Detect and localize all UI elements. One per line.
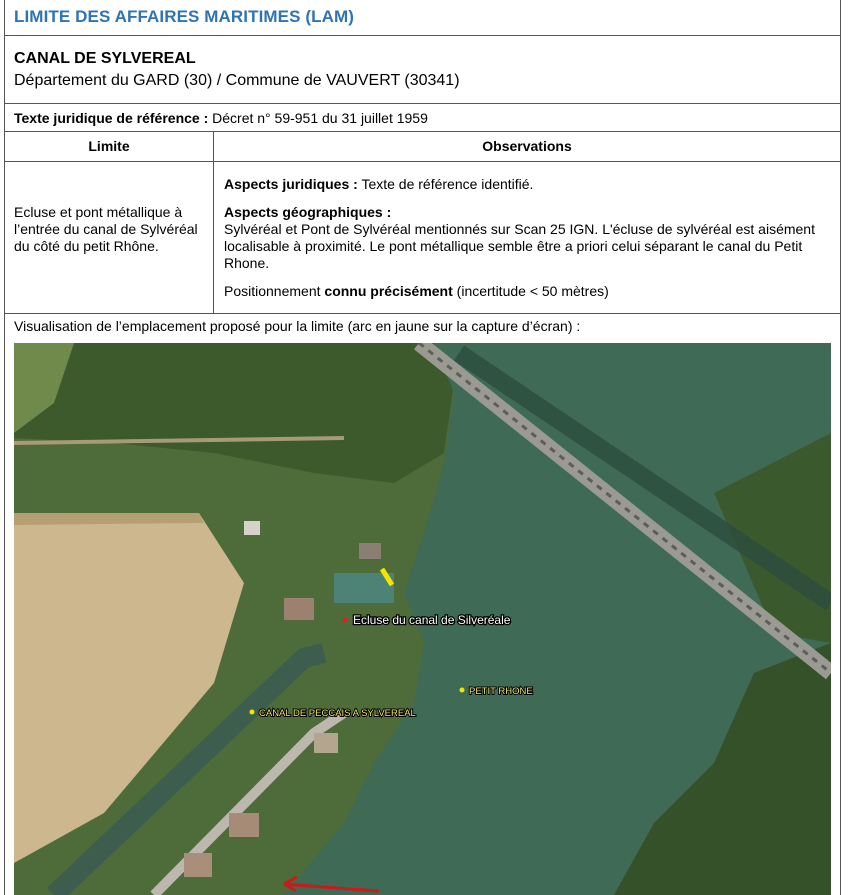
- column-header-observations: Observations: [482, 138, 572, 154]
- map-building-4: [184, 853, 212, 877]
- map-point-ecluse: [343, 618, 348, 623]
- aerial-map-image: [14, 343, 831, 895]
- visualisation-row: [5, 314, 840, 895]
- observations-cell: [214, 162, 840, 313]
- map-label-canal: CANAL DE PECCAIS A SYLVEREAL: [259, 708, 416, 719]
- map-building-1: [284, 598, 314, 620]
- map-building-3: [229, 813, 259, 837]
- lam-document: [4, 0, 841, 895]
- map-point-canal: [250, 710, 255, 715]
- map-building-5: [244, 521, 260, 535]
- map-building-2: [314, 733, 338, 753]
- visualisation-caption: Visualisation de l’emplacement proposé pour la limite (arc en jaune sur la capture d’écran) :: [14, 318, 581, 334]
- map-label-petit-rhone: PETIT RHONE: [469, 686, 533, 697]
- juridiques-label: Aspects juridiques :: [224, 176, 358, 192]
- legal-label: Texte juridique de référence :: [14, 110, 209, 126]
- aspects-juridiques: [224, 176, 824, 193]
- legal-row: [5, 104, 840, 132]
- map-building-lock: [359, 543, 381, 559]
- map-label-ecluse: Ecluse du canal de Silveréale: [353, 613, 511, 627]
- table-body-row: [5, 162, 840, 314]
- limite-cell: [5, 162, 214, 313]
- position-bold: connu précisément: [324, 283, 453, 299]
- aspects-geographiques-text: Sylvéréal et Pont de Sylvéréal mentionnés sur Scan 25 IGN. L'écluse de sylvéréal est aisément localisable à proximité. Le pont métallique semble être a priori celui séparant le canal du Petit Rhone.: [224, 221, 815, 271]
- geo-label: Aspects géographiques :: [224, 204, 392, 220]
- limite-text: Ecluse et pont métallique à l’entrée du canal de Sylvéréal du côté du petit Rhône.: [14, 204, 198, 254]
- aspects-geographiques-label: [224, 204, 824, 221]
- site-row: [5, 36, 840, 104]
- site-name: CANAL DE SYLVEREAL: [14, 50, 196, 67]
- site-location: Département du GARD (30) / Commune de VAUVERT (30341): [14, 72, 460, 89]
- map-point-petit-rhone: [460, 688, 465, 693]
- aerial-map: [14, 343, 831, 895]
- title-row: [5, 0, 840, 36]
- document-title: LIMITE DES AFFAIRES MARITIMES (LAM): [14, 7, 355, 26]
- position-prefix: Positionnement: [224, 283, 325, 299]
- table-header-row: [5, 132, 840, 162]
- juridiques-value: Texte de référence identifié.: [357, 176, 534, 192]
- legal-value: Décret n° 59-951 du 31 juillet 1959: [208, 110, 428, 126]
- column-header-limite: Limite: [5, 132, 214, 161]
- legal-reference: [14, 110, 428, 126]
- map-field-edge: [14, 513, 204, 525]
- position-suffix: (incertitude < 50 mètres): [452, 283, 609, 299]
- positionnement: [224, 283, 824, 300]
